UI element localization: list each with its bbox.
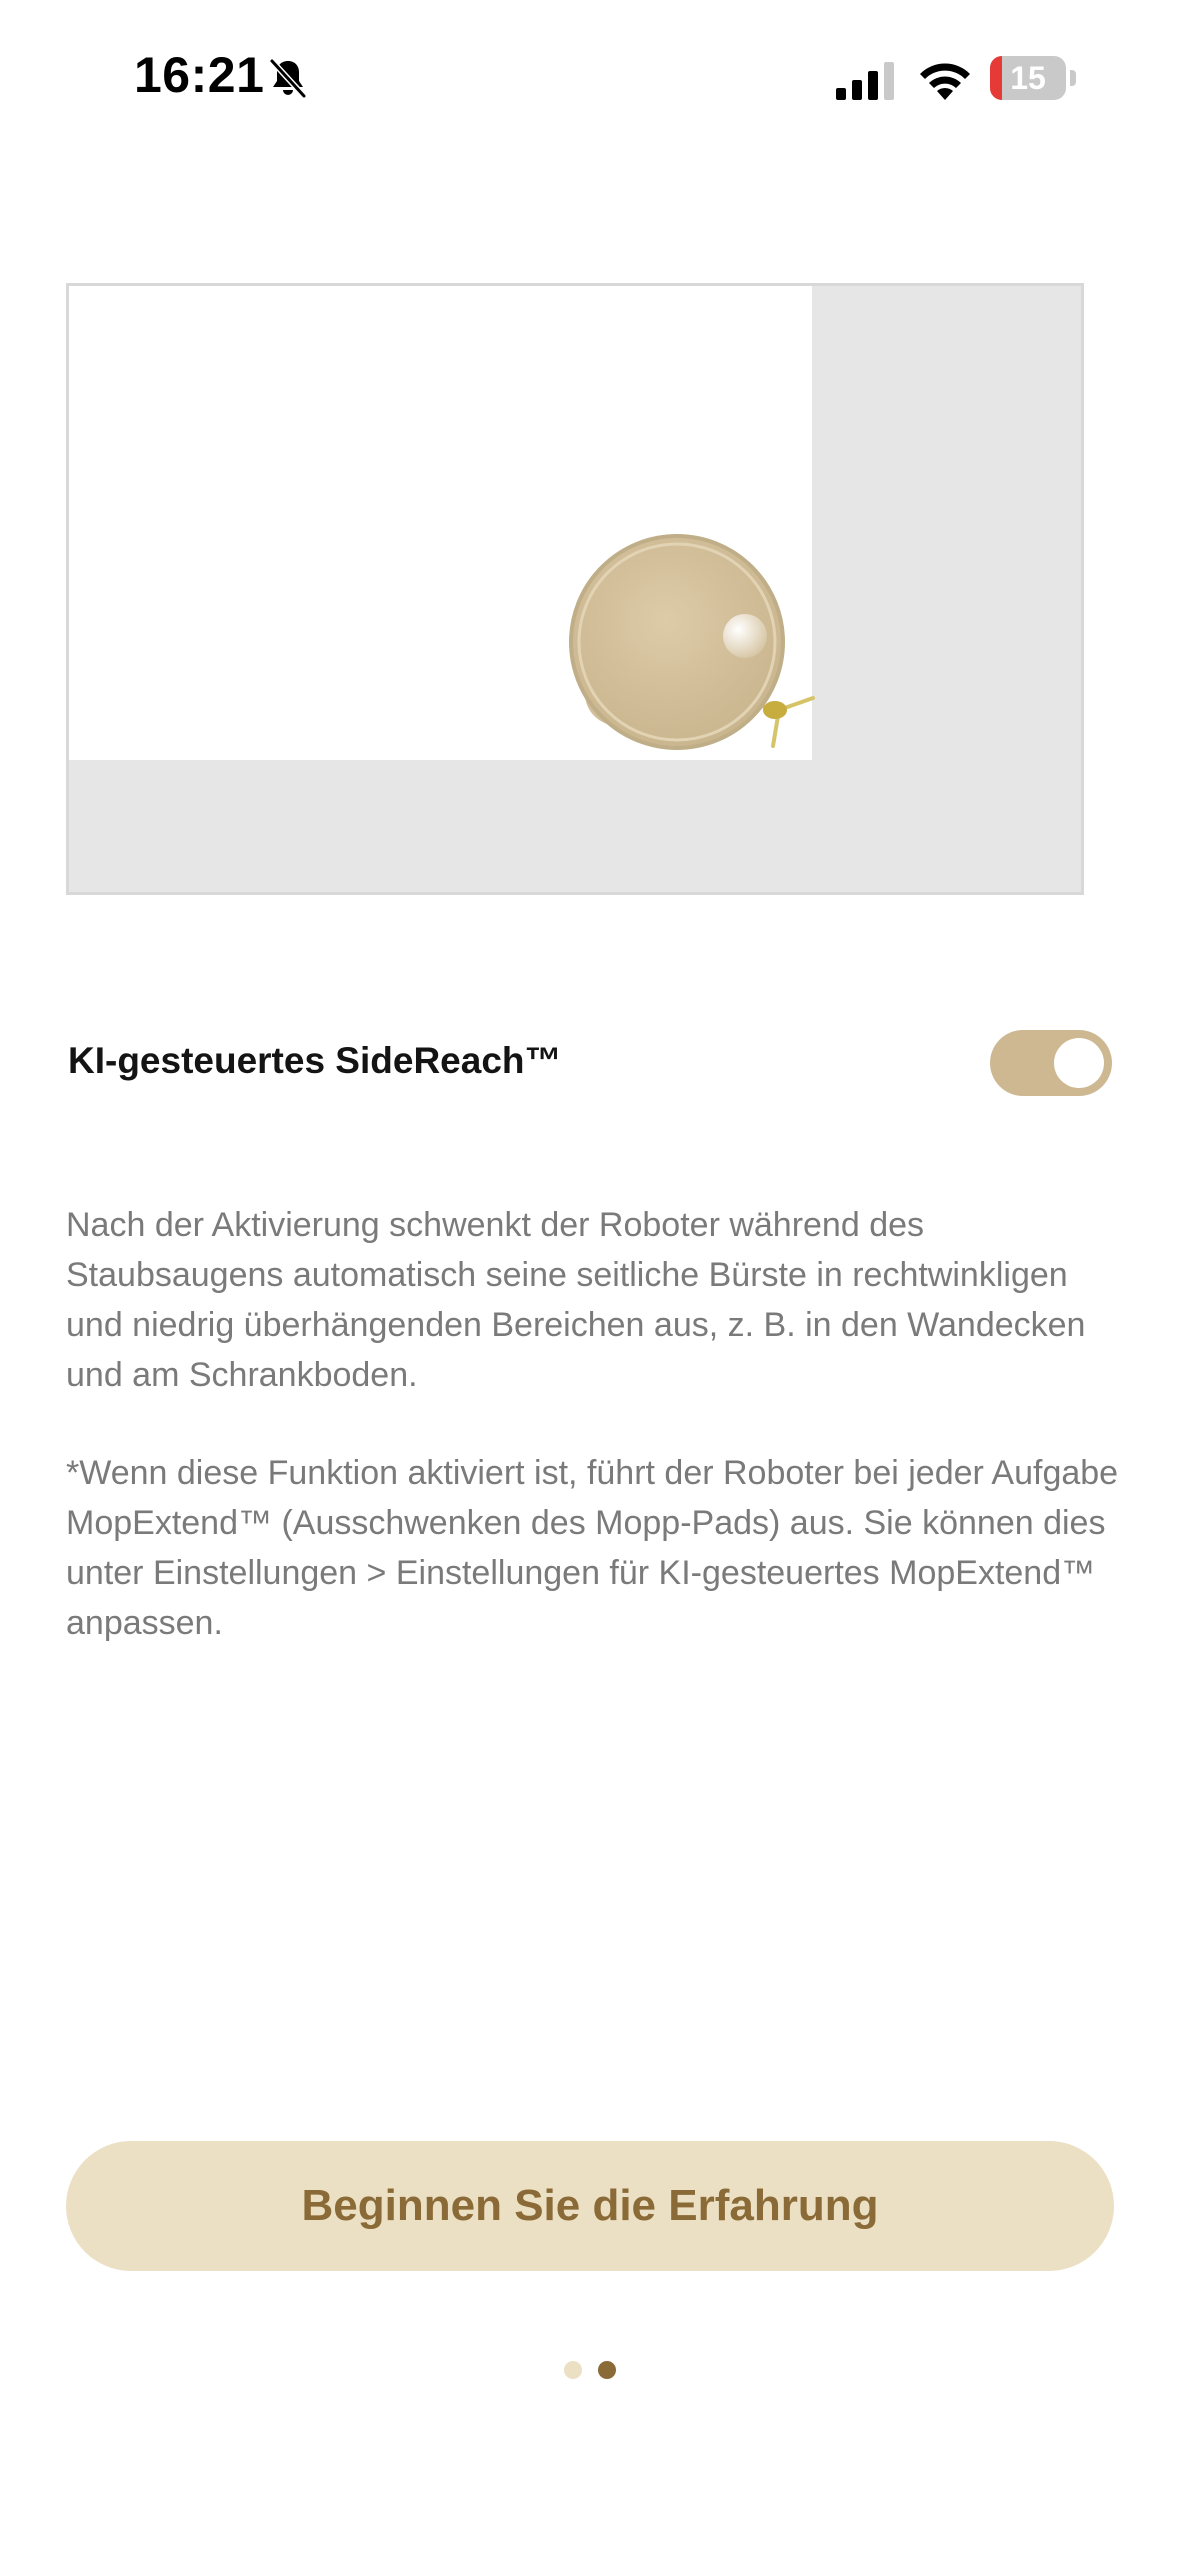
robot-vacuum-illustration [69,286,1081,892]
battery-cap [1070,70,1076,86]
robot-sensor [723,614,767,658]
battery-level: 15 [1010,60,1046,96]
battery-body [990,56,1066,100]
start-experience-button[interactable]: Beginnen Sie die Erfahrung [66,2141,1114,2271]
battery-icon [990,56,1076,100]
wifi-icon [916,58,974,102]
status-bar [0,0,1181,160]
bell-slash-icon [266,56,310,100]
toggle-knob [1054,1038,1104,1088]
page-dot-1[interactable] [564,2361,582,2379]
brush-hub [763,701,787,719]
feature-title: KI-gesteuertes SideReach™ [68,1040,562,1081]
feature-note: *Wenn diese Funktion aktiviert ist, führt der Roboter bei jeder Aufgabe MopExtend™ (Ausschwenken des Mopp-Pads) aus. Sie können dies unter Einstellungen > Einstellungen für KI-gesteuertes MopExtend™ anpassen. [66,1454,1119,1642]
sidereach-toggle[interactable] [990,1030,1112,1096]
cellular-signal-icon [836,62,900,102]
page-dot-2-active[interactable] [598,2361,616,2379]
page-indicator [564,2361,624,2379]
feature-description: Nach der Aktivierung schwenkt der Roboter während des Staubsaugens automatisch seine seitliche Bürste in rechtwinkligen und niedrig überhängenden Bereichen aus, z. B. in den Wandecken und am Schrankboden. [66,1206,1086,1394]
status-time: 16:21 [134,47,265,103]
feature-illustration [66,283,1084,895]
